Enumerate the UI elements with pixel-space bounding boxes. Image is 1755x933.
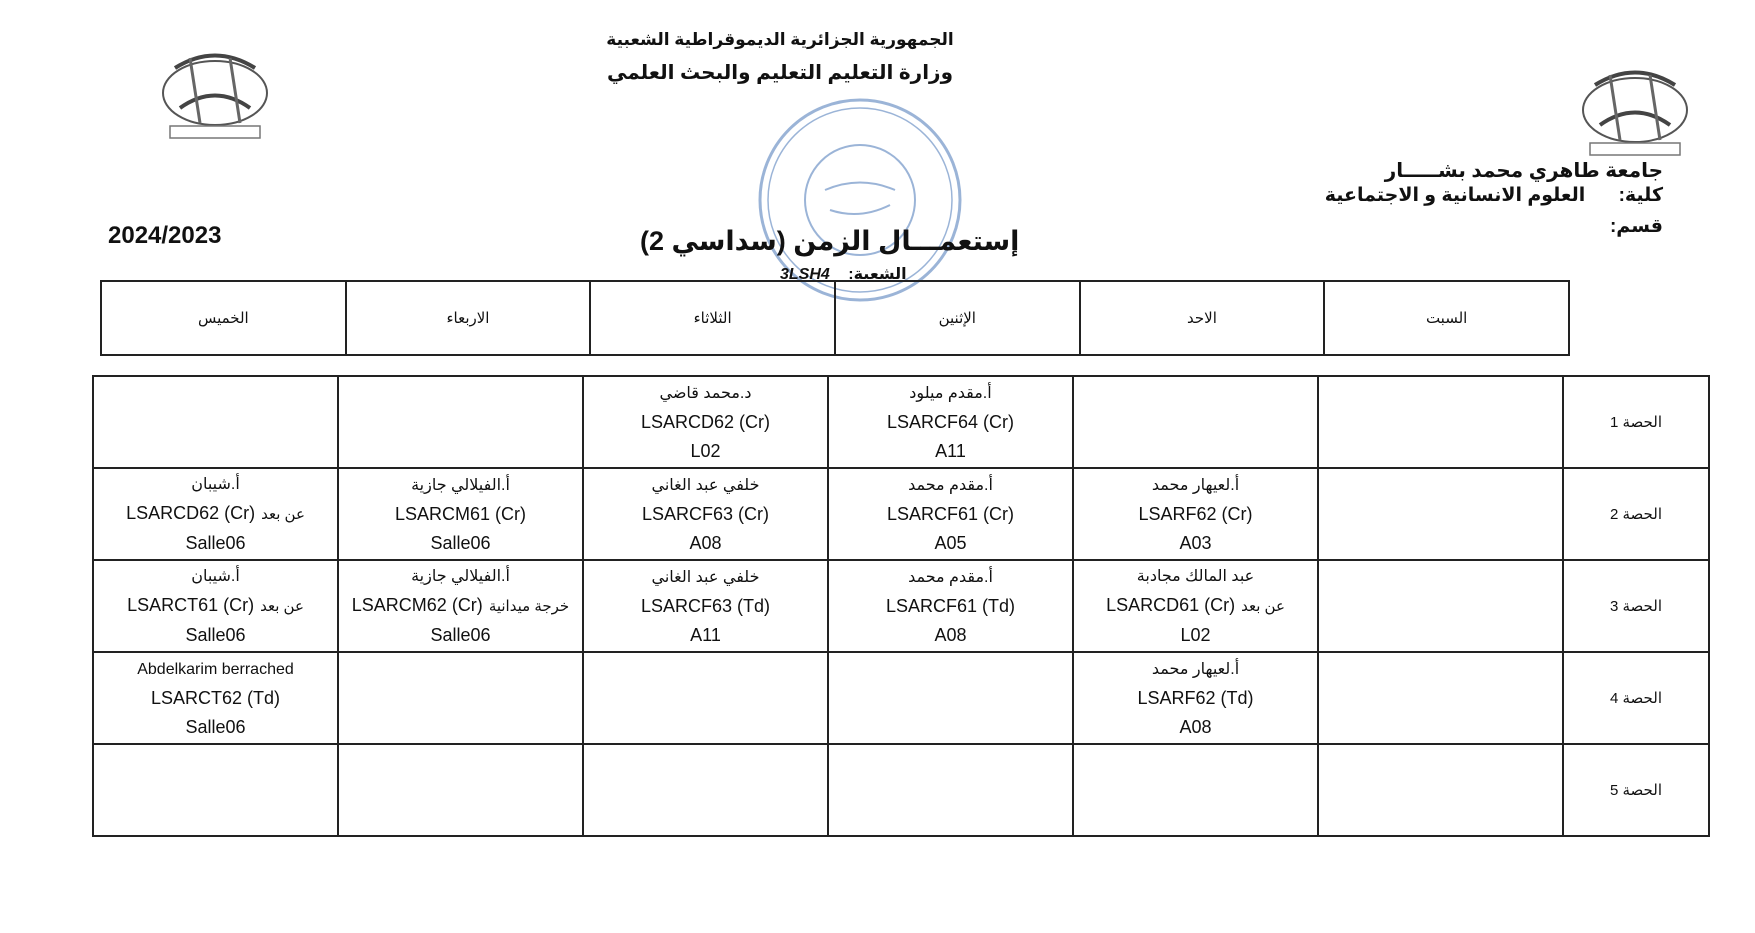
day-header: الثلاثاء xyxy=(590,281,835,355)
teacher-name: خلفي عبد الغاني xyxy=(651,476,760,494)
slot-label: الحصة 1 xyxy=(1563,376,1709,468)
schedule-cell xyxy=(338,376,583,468)
schedule-cell xyxy=(583,560,828,652)
schedule-cell xyxy=(583,376,828,468)
course-code-line: LSARCD62 (Cr) xyxy=(640,411,771,432)
schedule-cell xyxy=(338,468,583,560)
course-code-line: LSARCF61 (Td) xyxy=(885,595,1016,616)
schedule-cell xyxy=(338,652,583,744)
day-header: الاحد xyxy=(1080,281,1325,355)
schedule-cell xyxy=(828,652,1073,744)
schedule-table xyxy=(92,375,1710,837)
day-header: الاربعاء xyxy=(346,281,591,355)
course-code-line xyxy=(1074,591,1317,621)
teacher-name: أ.مقدم ميلود xyxy=(909,384,992,402)
faculty-label: كلية: xyxy=(1618,185,1663,206)
university-logo-right xyxy=(1560,55,1710,165)
schedule-cell xyxy=(93,376,338,468)
schedule-row xyxy=(93,652,1709,744)
room-name: L02 xyxy=(1180,625,1211,645)
day-header: الإثنين xyxy=(835,281,1080,355)
room-name: L02 xyxy=(690,440,721,461)
room-name: Salle06 xyxy=(185,533,246,553)
course-code-line: LSARF62 (Td) xyxy=(1137,687,1254,708)
teacher-name: أ.شيبان xyxy=(191,568,240,585)
republic-title: الجمهورية الجزائرية الديموقراطية الشعبية xyxy=(606,30,954,49)
teacher-name: أ.مقدم محمد xyxy=(908,568,993,586)
page-title: إستعمـــال الزمن (سداسي 2) xyxy=(640,226,1020,256)
ministry-title: وزارة التعليم التعليم والبحث العلمي xyxy=(606,62,953,84)
department-label: قسم: xyxy=(1609,216,1663,237)
course-code-line: LSARCM61 (Cr) xyxy=(394,503,527,524)
schedule-cell xyxy=(1318,744,1563,836)
teacher-name: أ.مقدم محمد xyxy=(908,476,993,494)
schedule-cell xyxy=(828,468,1073,560)
course-code-line: LSARCT62 (Td) xyxy=(150,687,281,708)
schedule-cell xyxy=(1073,744,1318,836)
schedule-cell xyxy=(583,652,828,744)
teacher-name: عبد المالك مجادبة xyxy=(1136,568,1255,585)
schedule-cell xyxy=(1073,652,1318,744)
schedule-cell xyxy=(338,744,583,836)
schedule-row xyxy=(93,468,1709,560)
schedule-cell xyxy=(828,744,1073,836)
slot-label: الحصة 4 xyxy=(1563,652,1709,744)
schedule-cell xyxy=(1073,376,1318,468)
course-code-line: LSARCF64 (Cr) xyxy=(886,411,1015,432)
schedule-cell xyxy=(93,652,338,744)
course-code: LSARCD62 (Cr) xyxy=(126,503,256,523)
room-name: Salle06 xyxy=(185,625,246,645)
schedule-cell xyxy=(583,468,828,560)
room-name: A11 xyxy=(935,440,966,461)
day-header: السبت xyxy=(1324,281,1569,355)
room-name: A08 xyxy=(689,532,722,553)
schedule-row xyxy=(93,560,1709,652)
course-code: LSARCT61 (Cr) xyxy=(127,595,255,615)
course-code: LSARCM62 (Cr) xyxy=(351,595,483,615)
day-header-table xyxy=(100,280,1570,356)
session-note: خرجة ميدانية xyxy=(488,598,570,615)
faculty-value: العلوم الانسانية و الاجتماعية xyxy=(1324,185,1586,206)
slot-label: الحصة 5 xyxy=(1563,744,1709,836)
schedule-cell xyxy=(338,560,583,652)
university-name: جامعة طاهري محمد بشـــــار xyxy=(1384,160,1663,182)
teacher-name: أ.الفيلالي جازية xyxy=(411,476,510,494)
schedule-cell xyxy=(1318,560,1563,652)
schedule-cell xyxy=(583,744,828,836)
slot-label: الحصة 3 xyxy=(1563,560,1709,652)
teacher-name: أ.شيبان xyxy=(191,476,240,493)
room-name: Salle06 xyxy=(185,716,246,737)
course-code-line xyxy=(94,499,337,529)
teacher-name: Abdelkarim berrached xyxy=(137,660,294,678)
schedule-cell xyxy=(93,744,338,836)
course-code-line: LSARF62 (Cr) xyxy=(1138,503,1253,524)
schedule-cell xyxy=(93,468,338,560)
schedule-row xyxy=(93,376,1709,468)
room-name: A08 xyxy=(1179,716,1212,737)
teacher-name: أ.الفيلالي جازية xyxy=(411,568,510,585)
section-value: 3LSH4 xyxy=(780,266,830,283)
teacher-name: خلفي عبد الغاني xyxy=(651,568,760,586)
room-name: A03 xyxy=(1179,532,1212,553)
schedule-cell xyxy=(1318,376,1563,468)
teacher-name: د.محمد قاضي xyxy=(659,384,752,402)
faculty-line xyxy=(1325,184,1663,207)
room-name: Salle06 xyxy=(430,625,491,645)
schedule-cell xyxy=(828,376,1073,468)
schedule-row xyxy=(93,744,1709,836)
session-note: عن بعد xyxy=(1241,598,1285,615)
slot-label: الحصة 2 xyxy=(1563,468,1709,560)
schedule-cell xyxy=(1073,560,1318,652)
teacher-name: أ.لعيهار محمد xyxy=(1151,660,1240,678)
session-note: عن بعد xyxy=(261,506,305,523)
course-code-line xyxy=(94,591,337,621)
course-code-line: LSARCF61 (Cr) xyxy=(886,503,1015,524)
course-code-line: LSARCF63 (Cr) xyxy=(641,503,770,524)
room-name: A11 xyxy=(690,624,721,645)
course-code-line xyxy=(339,591,582,621)
day-header: الخميس xyxy=(101,281,346,355)
room-name: A08 xyxy=(934,624,967,645)
university-logo-left xyxy=(140,38,290,148)
room-name: Salle06 xyxy=(430,532,491,553)
schedule-cell xyxy=(1073,468,1318,560)
schedule-cell xyxy=(828,560,1073,652)
schedule-cell xyxy=(1318,468,1563,560)
schedule-cell xyxy=(1318,652,1563,744)
course-code: LSARCD61 (Cr) xyxy=(1106,595,1236,615)
section-label: الشعبة: xyxy=(848,266,907,283)
academic-year: 2024/2023 xyxy=(108,222,222,249)
room-name: A05 xyxy=(934,532,967,553)
course-code-line: LSARCF63 (Td) xyxy=(640,595,771,616)
schedule-cell xyxy=(93,560,338,652)
session-note: عن بعد xyxy=(260,598,304,615)
teacher-name: أ.لعيهار محمد xyxy=(1151,476,1240,494)
